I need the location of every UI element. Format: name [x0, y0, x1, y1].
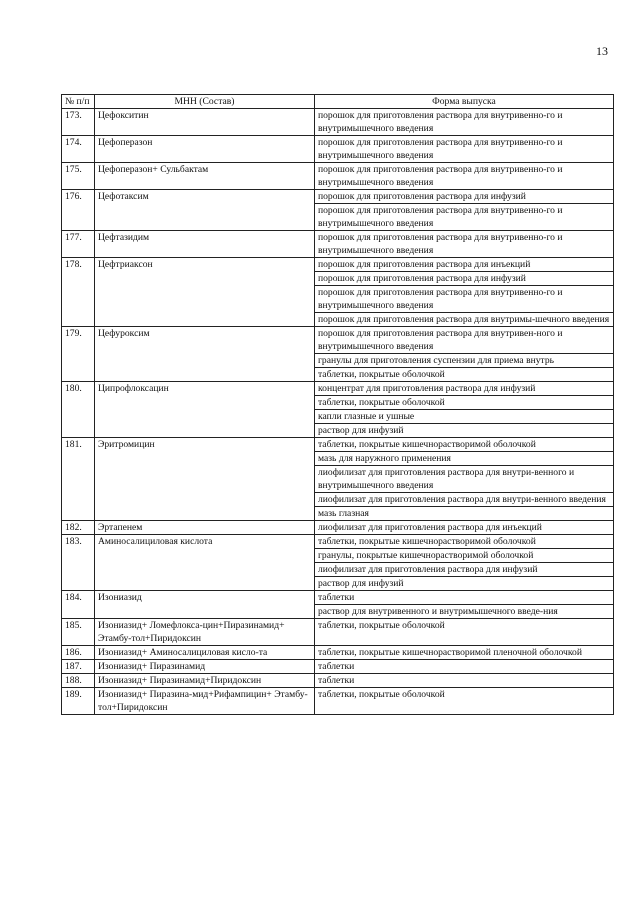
- release-form: таблетки, покрытые кишечнорастворимой пленочной оболочкой: [318, 647, 582, 658]
- release-form: порошок для приготовления раствора для внутривенно-го и внутримышечного введения: [318, 205, 563, 229]
- release-form: раствор для инфузий: [318, 578, 404, 589]
- release-form: порошок для приготовления раствора для внутривенно-го и внутримышечного введения: [315, 286, 613, 313]
- row-number: 175.: [62, 163, 95, 190]
- row-number: 178.: [62, 258, 95, 327]
- header-number: № п/п: [62, 95, 95, 109]
- table-body: [62, 109, 614, 715]
- release-form: порошок для приготовления раствора для внутривенно-го и внутримышечного введения: [318, 110, 563, 134]
- release-form: лиофилизат для приготовления раствора для внутри-венного введения: [315, 493, 613, 507]
- release-form: порошок для приготовления раствора для инъекций: [315, 258, 613, 272]
- row-number: 184.: [62, 591, 95, 619]
- row-number: 182.: [62, 521, 95, 535]
- drug-name: Изониазид+ Аминосалициловая кисло-та: [95, 646, 315, 660]
- header-form: Форма выпуска: [315, 95, 614, 109]
- row-number: 187.: [62, 660, 95, 674]
- row-number: 181.: [62, 438, 95, 521]
- table-row: [62, 258, 614, 327]
- table-row: [62, 535, 614, 591]
- release-forms: [315, 535, 614, 591]
- release-form: порошок для приготовления раствора для внутривенно-го и внутримышечного введения: [318, 232, 563, 256]
- header-inn: МНН (Состав): [95, 95, 315, 109]
- drug-name: Цефтриаксон: [95, 258, 315, 327]
- release-form: гранулы для приготовления суспензии для приема внутрь: [315, 354, 613, 368]
- release-forms: [315, 258, 614, 327]
- release-forms: [315, 646, 614, 660]
- release-forms: [315, 382, 614, 438]
- release-forms: [315, 438, 614, 521]
- table-row: [62, 231, 614, 258]
- release-form: таблетки, покрытые кишечнорастворимой оболочкой: [315, 438, 613, 452]
- row-number: 186.: [62, 646, 95, 660]
- table-row: [62, 136, 614, 163]
- drug-name: Аминосалициловая кислота: [95, 535, 315, 591]
- release-forms: [315, 521, 614, 535]
- drug-name: Изониазид+ Пиразина-мид+Рифампицин+ Этамбу-тол+Пиридоксин: [95, 688, 315, 715]
- row-number: 183.: [62, 535, 95, 591]
- drug-name: Ципрофлоксацин: [95, 382, 315, 438]
- page-number: 13: [596, 44, 608, 58]
- release-form: таблетки, покрытые оболочкой: [318, 369, 445, 380]
- drug-name: Цефоперазон: [95, 136, 315, 163]
- table-row: [62, 190, 614, 231]
- release-form: порошок для приготовления раствора для внутривенно-го и внутримышечного введения: [318, 137, 563, 161]
- release-form: порошок для приготовления раствора для внутривенно-го и внутримышечного введения: [318, 164, 563, 188]
- release-form: лиофилизат для приготовления раствора для инфузий: [315, 563, 613, 577]
- row-number: 174.: [62, 136, 95, 163]
- drug-name: Эритромицин: [95, 438, 315, 521]
- release-form: лиофилизат для приготовления раствора для инъекций: [318, 522, 542, 533]
- release-form: таблетки: [318, 675, 355, 686]
- release-forms: [315, 591, 614, 619]
- table-row: [62, 660, 614, 674]
- release-form: таблетки, покрытые оболочкой: [318, 689, 445, 700]
- release-form: таблетки, покрытые оболочкой: [315, 396, 613, 410]
- drug-name: Цефотаксим: [95, 190, 315, 231]
- row-number: 189.: [62, 688, 95, 715]
- table-row: [62, 163, 614, 190]
- row-number: 173.: [62, 109, 95, 136]
- drug-table: [61, 94, 614, 715]
- release-form: порошок для приготовления раствора для инфузий: [315, 272, 613, 286]
- release-forms: [315, 163, 614, 190]
- release-form: концентрат для приготовления раствора для инфузий: [315, 382, 613, 396]
- release-form: порошок для приготовления раствора для инфузий: [315, 190, 613, 204]
- drug-name: Изониазид+ Пиразинамид: [95, 660, 315, 674]
- drug-name: Цефтазидим: [95, 231, 315, 258]
- release-forms: [315, 109, 614, 136]
- release-forms: [315, 660, 614, 674]
- release-form: таблетки, покрытые оболочкой: [318, 620, 445, 631]
- table-row: [62, 109, 614, 136]
- release-form: раствор для внутривенного и внутримышечного введе-ния: [318, 606, 558, 617]
- release-forms: [315, 619, 614, 646]
- release-forms: [315, 674, 614, 688]
- drug-name: Эртапенем: [95, 521, 315, 535]
- release-form: порошок для приготовления раствора для внутривен-ного и внутримышечного введения: [315, 327, 613, 354]
- table-row: [62, 646, 614, 660]
- table-row: [62, 688, 614, 715]
- release-form: порошок для приготовления раствора для внутримы-шечного введения: [318, 314, 610, 325]
- table-row: [62, 382, 614, 438]
- drug-name: Цефокситин: [95, 109, 315, 136]
- drug-name: Цефоперазон+ Сульбактам: [95, 163, 315, 190]
- release-forms: [315, 190, 614, 231]
- release-form: мазь глазная: [318, 508, 369, 519]
- drug-name: Изониазид+ Ломефлокса-цин+Пиразинамид+ Этамбу-тол+Пиридоксин: [95, 619, 315, 646]
- drug-name: Изониазид+ Пиразинамид+Пиридоксин: [95, 674, 315, 688]
- row-number: 185.: [62, 619, 95, 646]
- row-number: 177.: [62, 231, 95, 258]
- row-number: 176.: [62, 190, 95, 231]
- release-form: мазь для наружного применения: [315, 452, 613, 466]
- table-row: [62, 619, 614, 646]
- release-form: лиофилизат для приготовления раствора для внутри-венного и внутримышечного введения: [315, 466, 613, 493]
- row-number: 180.: [62, 382, 95, 438]
- table-row: [62, 521, 614, 535]
- table-row: [62, 674, 614, 688]
- release-form: раствор для инфузий: [318, 425, 404, 436]
- release-forms: [315, 136, 614, 163]
- table-row: [62, 438, 614, 521]
- table-row: [62, 327, 614, 382]
- release-forms: [315, 231, 614, 258]
- table-header-row: [62, 95, 614, 109]
- release-form: таблетки: [318, 661, 355, 672]
- release-form: таблетки: [315, 591, 613, 605]
- row-number: 188.: [62, 674, 95, 688]
- release-form: капли глазные и ушные: [315, 410, 613, 424]
- drug-name: Изониазид: [95, 591, 315, 619]
- table-row: [62, 591, 614, 619]
- release-forms: [315, 327, 614, 382]
- release-form: гранулы, покрытые кишечнорастворимой оболочкой: [315, 549, 613, 563]
- row-number: 179.: [62, 327, 95, 382]
- release-forms: [315, 688, 614, 715]
- release-form: таблетки, покрытые кишечнорастворимой оболочкой: [315, 535, 613, 549]
- drug-name: Цефуроксим: [95, 327, 315, 382]
